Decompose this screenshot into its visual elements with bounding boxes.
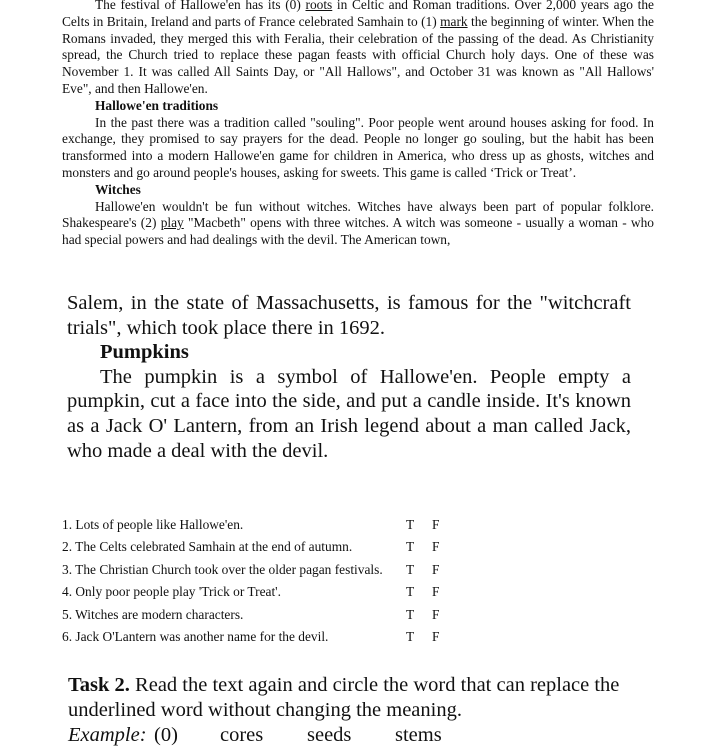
traditions-paragraph: In the past there was a tradition called "souling". Poor people went around houses asking for food. In exchange, they promised to say prayers for the dead. People no longer go souling, but the habit has been transformed into a modern Hallowe'en game for children in America, who dress up as ghosts, witches and monsters and go around people's houses, asking for sweets. This game is called ‘Trick or Treat’. [62, 114, 654, 180]
statement-text: 4. Only poor people play 'Trick or Treat'. [62, 584, 281, 600]
false-option[interactable]: F [432, 539, 440, 555]
example-option[interactable]: seeds [307, 724, 352, 746]
festival-paragraph: The festival of Hallowe'en has its (0) roots in Celtic and Roman traditions. Over 2,000 years ago the Celts in Britain, Ireland and parts of France celebrated Samhain to (1) mark the beginning of winter. When the Romans invaded, they merged this with Feralia, their celebration of the passing of the dead. As Christianity spread, the Church tried to replace these pagan feasts with official Church holy days. One of these was November 1. It was called All Saints Day, or "All Hallows", and October 31 was known as "All Hallows' Eve", and then Hallowe'en. [62, 0, 654, 98]
example-option[interactable]: stems [395, 724, 442, 746]
false-option[interactable]: F [432, 628, 440, 644]
task-2 [68, 673, 648, 748]
witches-continued-paragraph: Salem, in the state of Massachusetts, is famous for the "witchcraft trials", which took place there in 1692. [67, 292, 631, 339]
true-option[interactable]: T [406, 517, 415, 532]
statement-row [62, 582, 462, 604]
example-row [68, 723, 648, 748]
statement-text: 6. Jack O'Lantern was another name for the devil. [62, 628, 329, 644]
true-option[interactable]: T [406, 539, 415, 555]
true-option[interactable]: T [406, 628, 415, 644]
task-2-label: Task 2. [68, 674, 130, 696]
false-option[interactable]: F [432, 584, 440, 600]
article-small-block [62, 0, 654, 249]
underlined-word-play: play [160, 215, 184, 231]
witches-paragraph: Hallowe'en wouldn't be fun without witches. Witches have always been part of popular folklore. Shakespeare's (2) play "Macbeth" opens with three witches. A witch was someone - usually a woman - who had special powers and had dealings with the devil. The American town, [62, 198, 654, 248]
task-2-instruction: Task 2. Read the text again and circle the word that can replace the underlined word without changing the meaning. [68, 674, 620, 721]
article-large-block [67, 291, 631, 463]
false-option[interactable]: F [432, 517, 440, 532]
statement-row [62, 515, 462, 537]
false-option[interactable]: F [432, 606, 440, 622]
traditions-heading: Hallowe'en traditions [95, 97, 219, 113]
example-option[interactable]: cores [220, 724, 264, 746]
true-option[interactable]: T [406, 584, 415, 600]
statement-row [62, 560, 462, 582]
true-option[interactable]: T [406, 561, 415, 577]
statement-text: 1. Lots of people like Hallowe'en. [62, 517, 244, 532]
statement-row [62, 537, 462, 559]
statement-row [62, 605, 462, 627]
statement-text: 3. The Christian Church took over the older pagan festivals. [62, 561, 383, 577]
statement-text: 2. The Celts celebrated Samhain at the end of autumn. [62, 539, 353, 555]
witches-heading: Witches [95, 181, 141, 197]
pumpkins-heading: Pumpkins [100, 341, 189, 364]
true-false-list [62, 515, 462, 649]
example-number: (0) [154, 724, 178, 746]
pumpkins-paragraph: The pumpkin is a symbol of Hallowe'en. People empty a pumpkin, cut a face into the side, and put a candle inside. It's known as a Jack O' Lantern, from an Irish legend about a man called Jack, who made a deal with the devil. [67, 365, 631, 462]
false-option[interactable]: F [432, 561, 440, 577]
underlined-word-mark: mark [440, 13, 468, 29]
statement-text: 5. Witches are modern characters. [62, 606, 244, 622]
true-option[interactable]: T [406, 606, 415, 622]
statement-row [62, 627, 462, 649]
example-label: Example: [68, 724, 147, 746]
underlined-word-roots: roots [305, 0, 333, 12]
